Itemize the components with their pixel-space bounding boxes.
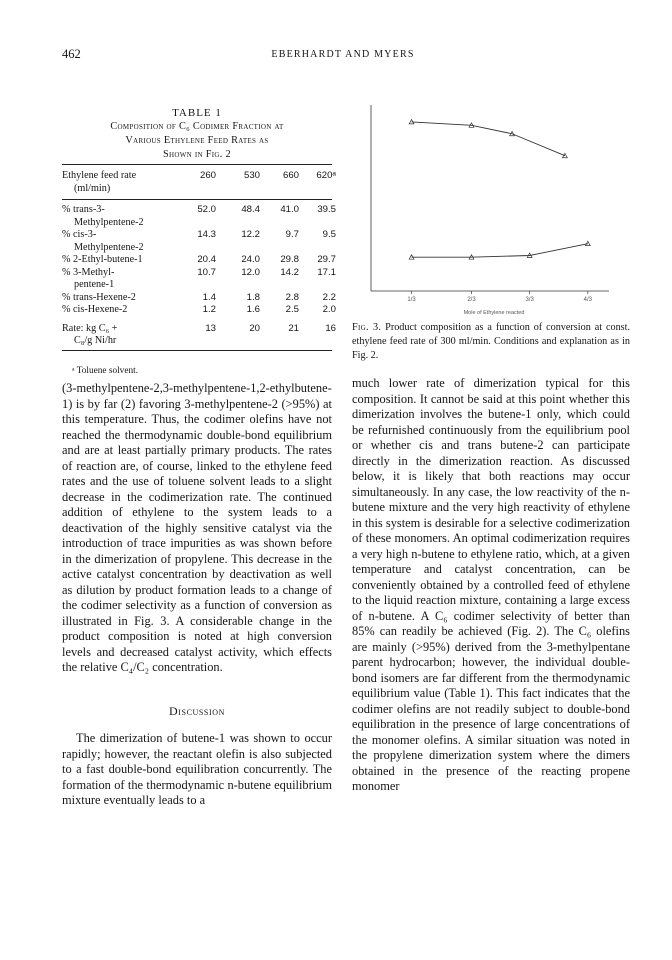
paragraph: (3-methylpentene-2,3-methylpentene-1,2-ethylbutene-1) is by far (2) favoring 3-methylpentene-2 (>95%) at this temperature. Thus, the codimer olefins have not reached the thermodynamic double-bond equilibrium and are at least partially primary products. The rates of reaction are, of course, linked to the ethylene feed rates and the use of toluene solvent leads to a slight decrease in the codimerization rate. The continued addition of ethylene to the system leads to a deactivation of the highly sensitive catalyst via the introduction of trace impurities as was shown before in the dimerization of propylene. This decrease in the active catalyst concentration by deactivation as well as dilution by product formation leads to a change of the codimer selectivity as a function of conversion as illustrated in Fig. 3. A considerable change in the product composition is noted at high conversion levels and decreased catalyst activity, which effects the relative C₄/C₂ concentration. <box>62 381 332 674</box>
table-cell: 2.0 <box>322 304 336 315</box>
table-cell: 29.7 <box>317 254 336 265</box>
series-2-point <box>585 241 590 245</box>
row-label <box>62 254 143 267</box>
table-cell: 14.2 <box>280 266 299 278</box>
table-footnote: ᵃ Toluene solvent. <box>72 366 139 376</box>
table-caption-line: Shown in Fig. 2 <box>163 149 231 160</box>
table-cell: 29.8 <box>280 254 299 265</box>
table-cell: 21 <box>288 322 299 334</box>
figure-caption <box>352 321 630 363</box>
section-heading: Discussion <box>168 703 225 718</box>
table-number: TABLE 1 <box>172 107 222 119</box>
x-tick-label: 4/3 <box>583 297 593 303</box>
chart-series <box>409 120 590 260</box>
row-label-line: % 2-Ethyl-butene-1 <box>62 254 143 265</box>
row-label-line: % trans-Hexene-2 <box>62 291 136 303</box>
table-cell: 52.0 <box>197 204 216 215</box>
row-label <box>62 323 117 348</box>
table-caption <box>62 106 332 162</box>
row-label <box>62 267 114 292</box>
table-cell: 1.4 <box>202 291 216 303</box>
row-label-line: % cis-3- <box>62 229 97 240</box>
table-cell: 24.0 <box>241 254 260 265</box>
table-top-rule <box>62 164 332 165</box>
x-tick-label: 2/3 <box>467 297 476 303</box>
row-label-line: % cis-Hexene-2 <box>62 304 128 315</box>
paragraph: The dimerization of butene-1 was shown to occur rapidly; however, the reactant olefin is also subjected to a fast double-bond equilibration concurrently. The formation of the thermodynamic n-butene equilibrium mixture eventually leads to a <box>62 731 332 807</box>
table-cell: 48.4 <box>241 204 260 215</box>
running-head: EBERHARDT AND MYERS <box>271 49 415 60</box>
table-cell: 20 <box>249 322 260 334</box>
row-label-line: % trans-3- <box>62 204 105 215</box>
table-header-label <box>62 170 136 195</box>
page-number: 462 <box>62 47 81 61</box>
table-cell: 41.0 <box>280 204 299 215</box>
table-cell: 14.3 <box>197 229 216 240</box>
row-label <box>62 204 144 229</box>
table-cell: 2.2 <box>322 291 336 303</box>
row-label-line: Methylpentene-2 <box>74 216 144 228</box>
chart-axes <box>371 105 609 291</box>
x-tick-label: 1/3 <box>407 297 416 303</box>
row-label-line: Methylpentene-2 <box>74 241 144 253</box>
row-label <box>62 304 127 317</box>
header-label-line: Ethylene feed rate <box>62 170 137 181</box>
row-label-line: C₈/g Ni/hr <box>74 335 117 346</box>
table-cell: 20.4 <box>197 254 216 265</box>
table-cell: 12.2 <box>241 229 260 240</box>
table-caption-line: Various Ethylene Feed Rates as <box>125 135 269 146</box>
table-cell: 2.8 <box>285 291 299 303</box>
table-caption-line: Composition of C₆ Codimer Fraction at <box>110 121 284 132</box>
column-header: 260 <box>199 170 216 181</box>
x-tick-label: 3/3 <box>525 297 534 303</box>
chart-x-ticks <box>407 291 592 303</box>
table-cell: 17.1 <box>317 266 336 278</box>
figure-label: Fig. 3. <box>352 322 382 333</box>
table-cell: 16 <box>325 322 336 334</box>
row-label-line: pentene-1 <box>74 279 115 290</box>
table-cell: 2.5 <box>285 304 299 315</box>
figure-3-chart <box>357 95 623 317</box>
x-axis-label: Mole of Ethylene reacted <box>463 310 525 316</box>
page-header <box>62 47 624 63</box>
table-cell: 13 <box>205 322 216 334</box>
figure-caption-text: Product composition as a function of conversion at const. ethylene feed rate of 300 ml/min. Conditions and explanation as in Fig. 2. <box>352 322 631 361</box>
row-label <box>62 292 136 305</box>
row-label-line: Rate: kg C₆ + <box>62 322 118 334</box>
row-label-line: % 3-Methyl- <box>62 266 115 278</box>
paragraph: much lower rate of dimerization typical for this composition. It cannot be said at this point whether this dimerization involves the butene-1 only, which could be refurnished continuously from the equilibrium pool or whether cis and trans butene-2 can participate directly in the dimerization reaction. As discussed below, it is likely that both reactions may occur simultaneously. In any case, the low reactivity of the n-butene mixture and the very high reactivity of ethylene in this system is desirable for a selective codimerization of these monomers. An optimal codimerization requires a very high n-butene to ethylene ratio, which, at a given temperature and catalyst concentration, can be conveniently obtained by a controlled feed of ethylene to the liquid reaction mixture, containing a large excess of n-butene. A C₆ codimer selectivity of better than 85% can readily be achieved (Fig. 2). The C₆ olefins are mainly (>95%) derived from the 3-methylpentane parent hydrocarbon; however, the individual double-bond isomers are far different from the thermodynamic equilibrium value (Table 1). This fact indicates that the codimer olefins are not readily subject to double-bond equilibration in the presence of large concentrations of the monomer olefins. A similar situation was noted in the propylene dimerization system where the dimers obtained in the presence of the reacting propene monomer <box>352 376 630 793</box>
column-header: 620ᵃ <box>316 170 336 181</box>
header-label-line: (ml/min) <box>74 182 111 194</box>
series-2-line <box>412 244 588 258</box>
table-cell: 1.2 <box>202 304 216 315</box>
table-header-rule <box>62 199 332 200</box>
table-cell: 12.0 <box>241 266 260 278</box>
table-cell: 1.8 <box>246 291 260 303</box>
column-header: 660 <box>282 170 299 181</box>
column-header: 530 <box>243 170 260 181</box>
series-1-line <box>412 122 565 156</box>
row-label <box>62 229 144 254</box>
left-column <box>62 381 332 809</box>
table-cell: 9.7 <box>285 229 299 240</box>
right-column <box>352 376 630 795</box>
table-cell: 1.6 <box>246 304 260 315</box>
table-cell: 39.5 <box>317 204 336 215</box>
table-bottom-rule <box>62 350 332 351</box>
table-cell: 9.5 <box>322 229 336 240</box>
table-cell: 10.7 <box>197 266 216 278</box>
